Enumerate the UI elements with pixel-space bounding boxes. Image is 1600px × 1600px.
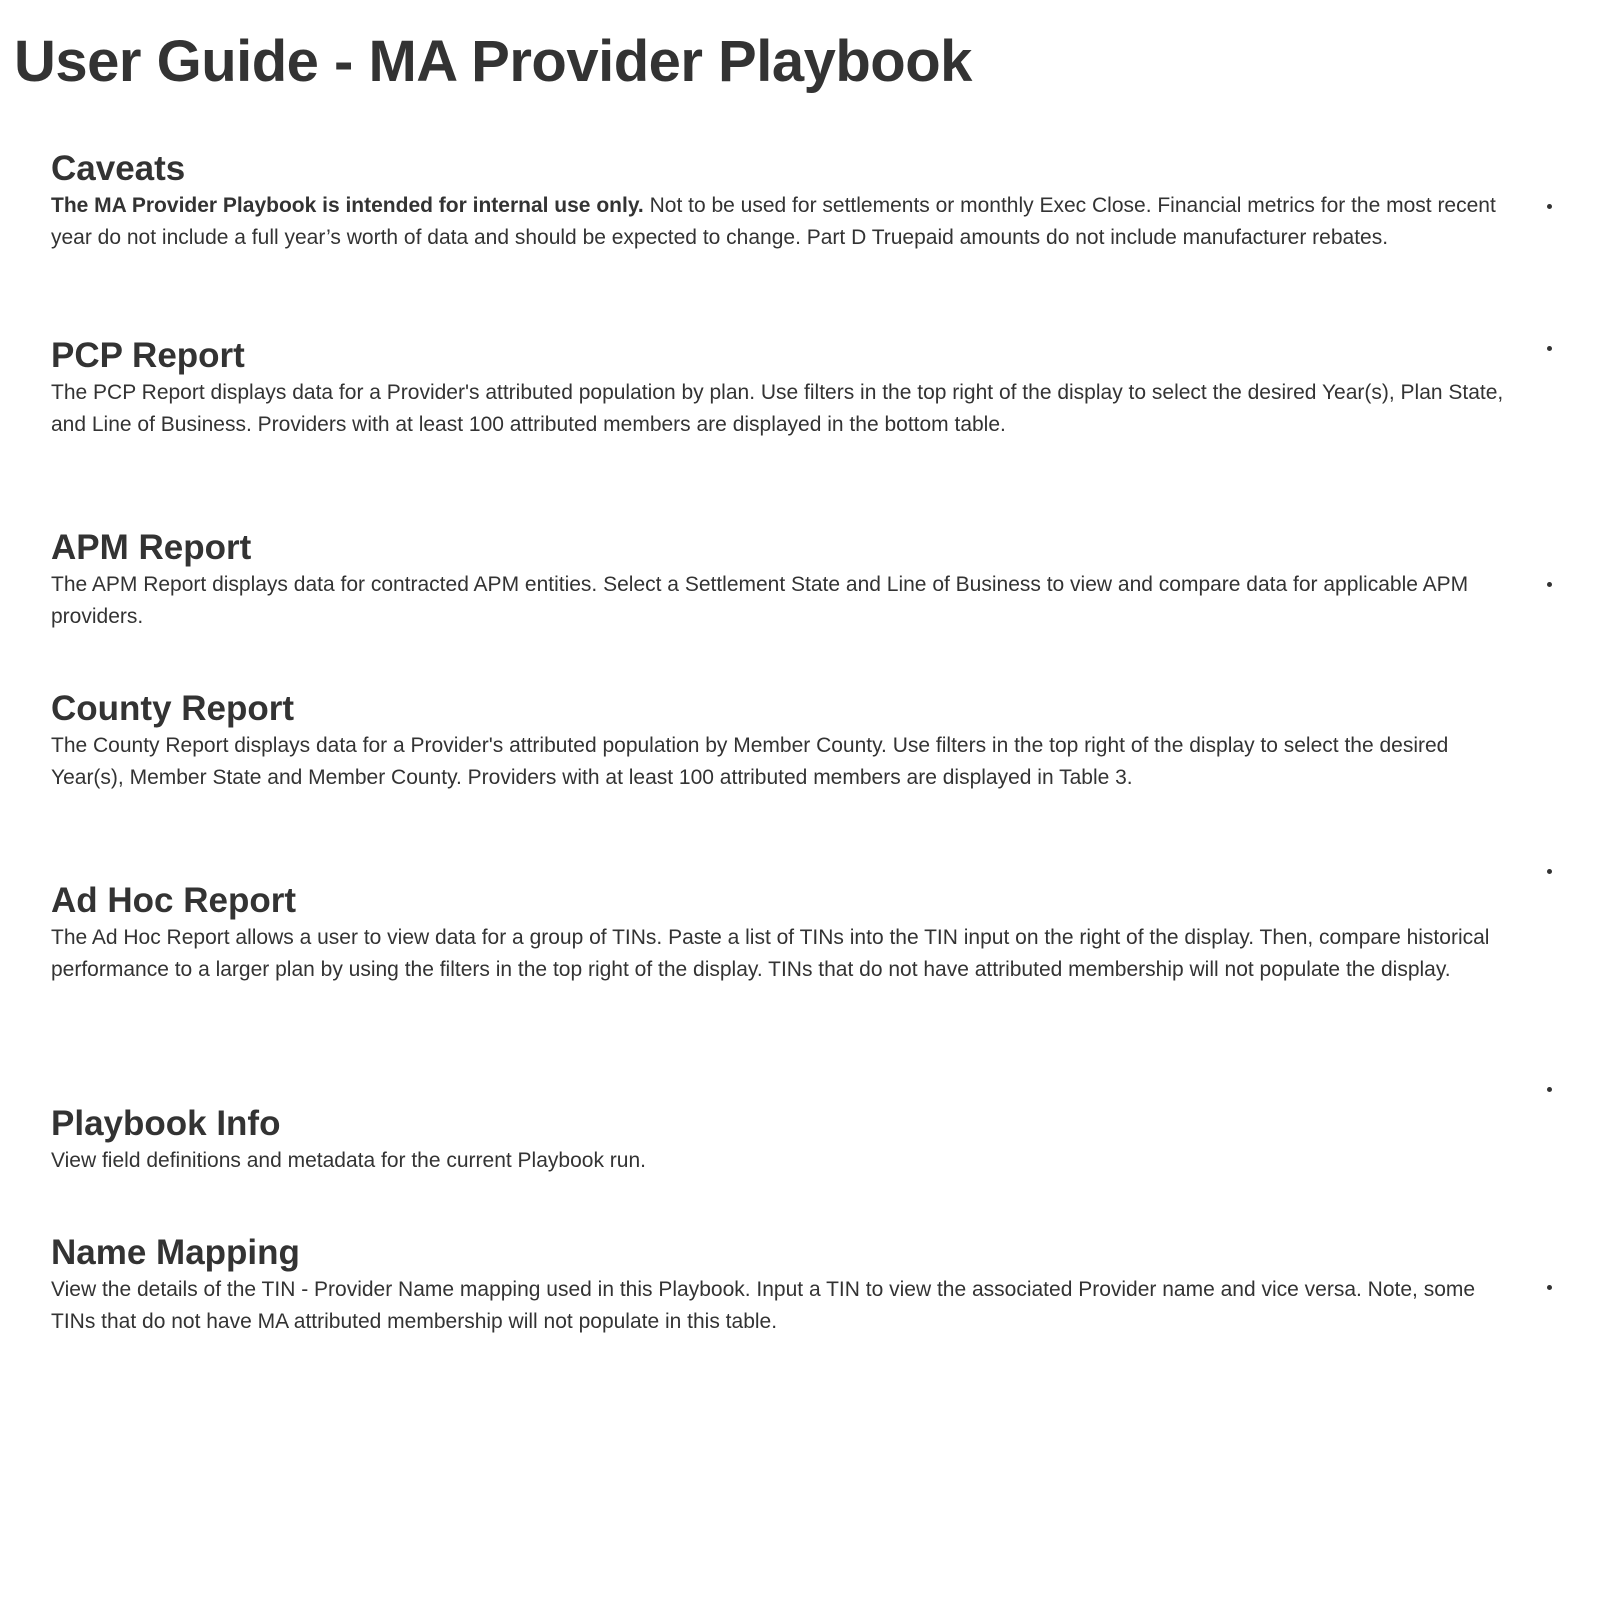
- page-title: User Guide - MA Provider Playbook: [14, 29, 972, 94]
- section-apm-report: [51, 527, 1511, 633]
- section-pcp-report: [51, 335, 1511, 441]
- section-body-lead: The MA Provider Playbook is intended for internal use only.: [51, 194, 644, 217]
- section-heading: Playbook Info: [51, 1104, 281, 1143]
- section-heading: Caveats: [51, 149, 186, 188]
- section-county-report: [51, 688, 1511, 794]
- bullet-dot: [1547, 204, 1552, 209]
- section-name-mapping: [51, 1232, 1511, 1338]
- section-body-text: Not to be used for settlements or monthly Exec Close. Financial metrics for the most recent year do not include a full year’s worth of data and should be expected to change. Part D Truepaid amounts do not include manufacturer rebates.: [51, 194, 1496, 249]
- bullet-dot: [1547, 869, 1552, 874]
- section-caveats: [51, 148, 1511, 254]
- section-body: The County Report displays data for a Provider's attributed population by Member County. Use filters in the top right of the display to select the desired Year(s), Member State and Member County. Providers with at least 100 attributed members are displayed in Table 3.: [51, 734, 1449, 789]
- bullet-dot: [1547, 582, 1552, 587]
- section-body: The Ad Hoc Report allows a user to view data for a group of TINs. Paste a list of TINs into the TIN input on the right of the display. Then, compare historical performance to a larger plan by using the filters in the top right of the display. TINs that do not have attributed membership will not populate the display.: [51, 926, 1490, 981]
- section-heading: County Report: [51, 689, 295, 728]
- bullet-dot: [1547, 1087, 1552, 1092]
- section-ad-hoc-report: [51, 880, 1511, 986]
- bullet-dot: [1547, 346, 1552, 351]
- section-heading: Name Mapping: [51, 1233, 300, 1272]
- section-heading: APM Report: [51, 528, 252, 567]
- section-heading: PCP Report: [51, 336, 245, 375]
- section-body: [51, 190, 1511, 254]
- section-body: The APM Report displays data for contracted APM entities. Select a Settlement State and Line of Business to view and compare data for applicable APM providers.: [51, 573, 1469, 628]
- section-playbook-info: [51, 1103, 1511, 1177]
- bullet-dot: [1547, 1285, 1552, 1290]
- section-heading: Ad Hoc Report: [51, 881, 296, 920]
- section-body: View the details of the TIN - Provider Name mapping used in this Playbook. Input a TIN to view the associated Provider name and vice versa. Note, some TINs that do not have MA attributed membership will not populate in this table.: [51, 1278, 1476, 1333]
- section-body: The PCP Report displays data for a Provider's attributed population by plan. Use filters in the top right of the display to select the desired Year(s), Plan State, and Line of Business. Providers with at least 100 attributed members are displayed in the bottom table.: [51, 381, 1504, 436]
- section-body: View field definitions and metadata for the current Playbook run.: [51, 1149, 646, 1172]
